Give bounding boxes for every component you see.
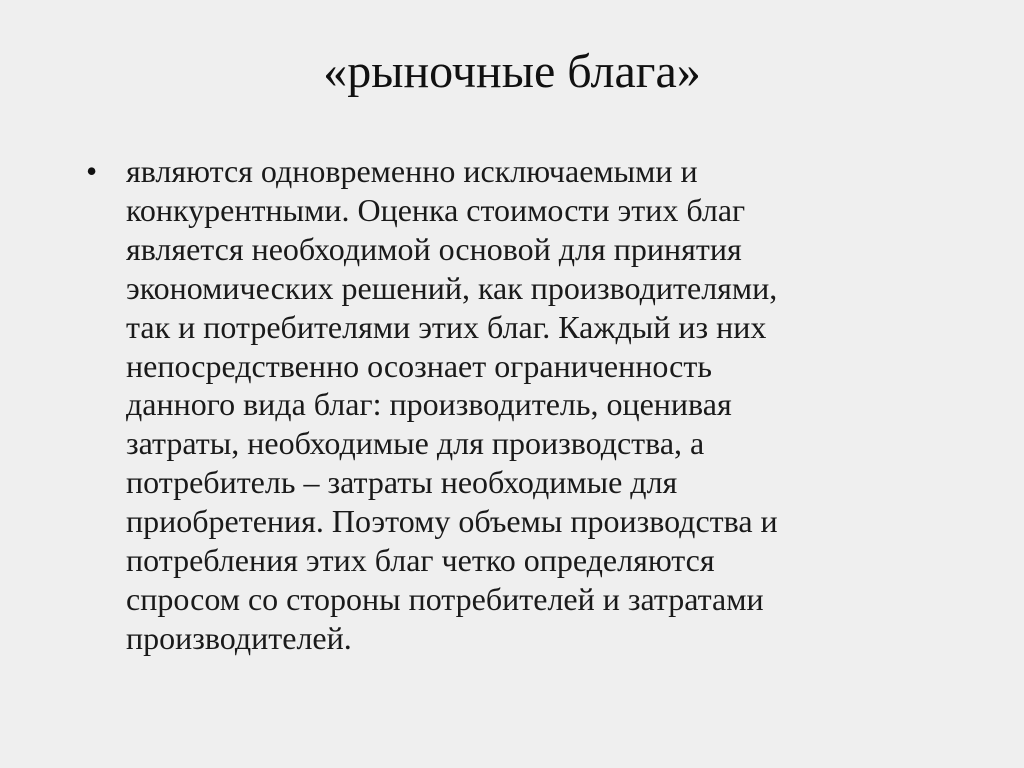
bullet-text <box>126 152 956 658</box>
text-line: так и потребителями этих благ. Каждый из них <box>126 308 767 345</box>
text-line: являются одновременно исключаемыми и <box>126 153 698 189</box>
text-line: экономических решений, как производителями, <box>126 269 778 306</box>
text-line: конкурентными. Оценка стоимости этих благ <box>126 191 746 228</box>
text-line: потребления этих благ четко определяются <box>126 542 715 579</box>
text-line: данного вида благ: производитель, оценивая <box>126 386 732 423</box>
text-line: производителей. <box>126 619 352 656</box>
text-line: потребитель – затраты необходимые для <box>126 464 678 501</box>
text-line: затраты, необходимые для производства, а <box>126 425 705 462</box>
text-line: непосредственно осознает ограниченность <box>126 347 712 384</box>
text-line: является необходимой основой для принятия <box>126 230 742 267</box>
text-line: спросом со стороны потребителей и затратами <box>126 580 764 617</box>
bullet-item <box>86 152 956 658</box>
text-line: приобретения. Поэтому объемы производства и <box>126 503 778 540</box>
slide-title: «рыночные блага» <box>323 45 701 98</box>
bullet-icon: • <box>86 153 98 189</box>
